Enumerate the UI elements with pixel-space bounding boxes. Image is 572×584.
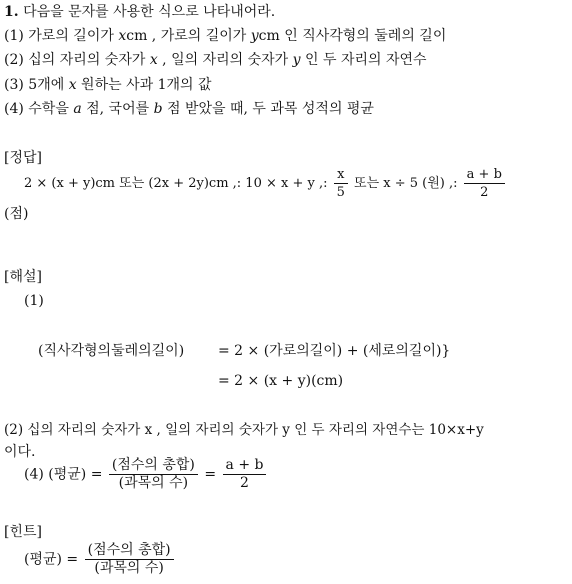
fraction-numerator: x	[334, 166, 348, 184]
variable: x	[149, 52, 158, 68]
fraction-numerator: a + b	[464, 166, 505, 184]
answer-part-1: 2 × (x + y)cm 또는 (2x + 2y)cm ,: 10 × x + y ,:	[24, 176, 332, 191]
hint-formula	[24, 542, 176, 577]
fraction-numerator: (점수의 총합)	[85, 542, 174, 560]
equation-2-rhs: = 2 × (x + y)(cm)	[218, 373, 344, 389]
explanation-item-2-line-2: 이다.	[4, 444, 36, 460]
problem-number: 1.	[4, 4, 19, 20]
item-4-fraction-2	[223, 457, 267, 492]
item-4-equals: =	[199, 466, 221, 483]
problem-header	[4, 3, 275, 21]
problem-item-4	[4, 100, 374, 118]
answer-expression	[24, 166, 507, 201]
problem-item-1	[4, 27, 446, 45]
item-text: cm , 가로의 길이가	[126, 28, 251, 44]
problem-item-3	[4, 76, 212, 94]
variable: b	[153, 101, 163, 117]
item-text: (3) 5개에	[4, 77, 69, 93]
fraction-numerator: (점수의 총합)	[109, 457, 198, 475]
item-text: (1) 가로의 길이가	[4, 28, 119, 44]
problem-prompt: 다음을 문자를 사용한 식으로 나타내어라.	[23, 4, 276, 20]
fraction-numerator: a + b	[223, 457, 267, 475]
answer-fraction-2	[464, 166, 505, 201]
item-4-label: (4) (평균) =	[24, 466, 107, 483]
equation-1-lhs: (직사각형의둘레의길이)	[38, 343, 185, 359]
hint-label: [힌트]	[4, 524, 42, 540]
fraction-denominator: (과목의 수)	[94, 560, 164, 576]
explanation-label: [해설]	[4, 269, 42, 285]
explanation-item-1-label: (1)	[24, 293, 44, 309]
equation-1-rhs: = 2 × (가로의길이) + (세로의길이)}	[218, 343, 451, 359]
variable: y	[250, 28, 259, 44]
item-4-fraction-1	[109, 457, 198, 492]
item-text: (2) 십의 자리의 숫자가	[4, 52, 150, 68]
answer-part-2: 또는 x ÷ 5 (원) ,:	[349, 176, 462, 191]
fraction-denominator: (과목의 수)	[118, 475, 189, 491]
item-text: (4) 수학을	[4, 101, 74, 117]
variable: a	[73, 101, 82, 117]
explanation-item-2-line-1: (2) 십의 자리의 숫자가 x , 일의 자리의 숫자가 y 인 두 자리의 자연수는 10×x+y	[4, 422, 484, 438]
hint-fraction	[85, 542, 174, 577]
variable: y	[292, 52, 301, 68]
problem-item-2	[4, 51, 427, 69]
fraction-denominator: 5	[336, 185, 345, 200]
answer-fraction-1	[334, 166, 348, 201]
fraction-denominator: 2	[480, 185, 489, 200]
variable: x	[68, 77, 77, 93]
item-text: 인 두 자리의 자연수	[300, 52, 427, 68]
explanation-item-4	[24, 457, 268, 492]
variable: x	[118, 28, 127, 44]
answer-tail: (점)	[4, 206, 29, 222]
item-text: , 일의 자리의 숫자가	[157, 52, 293, 68]
item-text: 점, 국어를	[81, 101, 154, 117]
fraction-denominator: 2	[240, 475, 249, 491]
hint-lhs: (평균) =	[24, 551, 83, 568]
item-text: cm 인 직사각형의 둘레의 길이	[258, 28, 447, 44]
item-text: 점 받았을 때, 두 과목 성적의 평균	[162, 101, 374, 117]
answer-label: [정답]	[4, 150, 42, 166]
item-text: 원하는 사과 1개의 값	[76, 77, 212, 93]
